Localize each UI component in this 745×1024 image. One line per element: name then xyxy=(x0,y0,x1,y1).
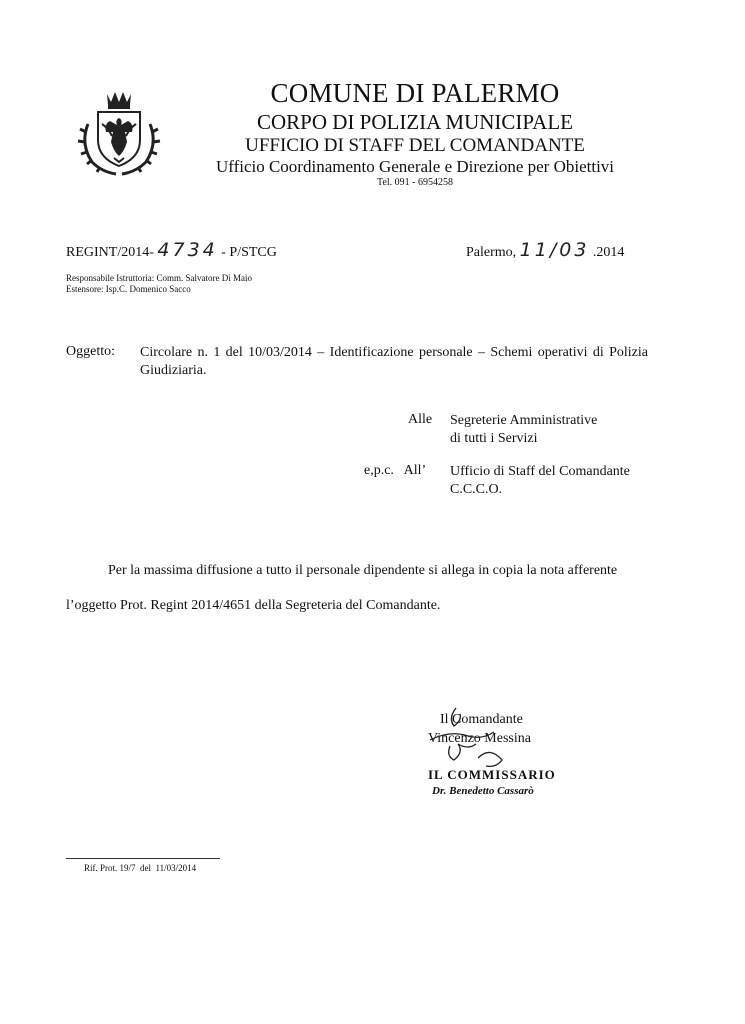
cc-label: e,p.c. All’ xyxy=(364,463,427,478)
stamp-name: Dr. Benedetto Cassarò xyxy=(432,785,534,797)
header-subtitle: CORPO DI POLIZIA MUNICIPALE xyxy=(257,110,573,134)
subject-text: Circolare n. 1 del 10/03/2014 – Identificazione personale – Schemi operativi di Polizia Giudiziaria. xyxy=(140,345,648,378)
recipient-line: di tutti i Servizi xyxy=(450,431,538,446)
protocol-number xyxy=(66,239,277,261)
recipient-line: Segreterie Amministrative xyxy=(450,413,598,428)
cc-line: Ufficio di Staff del Comandante xyxy=(450,464,630,479)
header-office: UFFICIO DI STAFF DEL COMANDANTE xyxy=(245,135,585,156)
signatory-role: Il Comandante xyxy=(440,712,523,727)
responsible-block xyxy=(66,273,252,295)
place-date xyxy=(466,239,624,261)
place: Palermo, xyxy=(466,245,517,260)
cc-text xyxy=(450,463,630,499)
protocol-suffix: - P/STCG xyxy=(221,245,277,260)
protocol-handwritten-number: 4734 xyxy=(157,239,218,261)
header-unit: Ufficio Coordinamento Generale e Direzione per Obiettivi xyxy=(215,157,615,176)
footnote-divider xyxy=(66,858,220,859)
stamp-title: IL COMMISSARIO xyxy=(428,767,556,782)
recipient-label: Alle xyxy=(408,412,433,427)
body-paragraph-continued: l’oggetto Prot. Regint 2014/4651 della Segreteria del Comandante. xyxy=(66,598,441,613)
recipient-text xyxy=(450,412,597,448)
body-paragraph: Per la massima diffusione a tutto il personale dipendente si allega in copia la nota afferente xyxy=(108,563,618,578)
footnote-reference: Rif. Prot. 19/7 del 11/03/2014 xyxy=(84,863,197,873)
protocol-prefix: REGINT/2014- xyxy=(66,245,154,260)
header-telephone: Tel. 091 - 6954258 xyxy=(377,177,453,188)
cc-line: C.C.C.O. xyxy=(450,482,503,497)
header-title: COMUNE DI PALERMO xyxy=(270,78,560,108)
handwritten-date: 11/03 xyxy=(519,239,590,261)
responsible-line: Responsabile Istruttoria: Comm. Salvatore Di Maio xyxy=(66,273,252,283)
drafter-line: Estensore: Isp.C. Domenico Sacco xyxy=(66,284,191,294)
signatory-name: Vincenzo Messina xyxy=(428,731,531,746)
year: .2014 xyxy=(592,245,625,260)
coat-of-arms-icon xyxy=(74,88,164,178)
subject-label: Oggetto: xyxy=(66,344,115,359)
